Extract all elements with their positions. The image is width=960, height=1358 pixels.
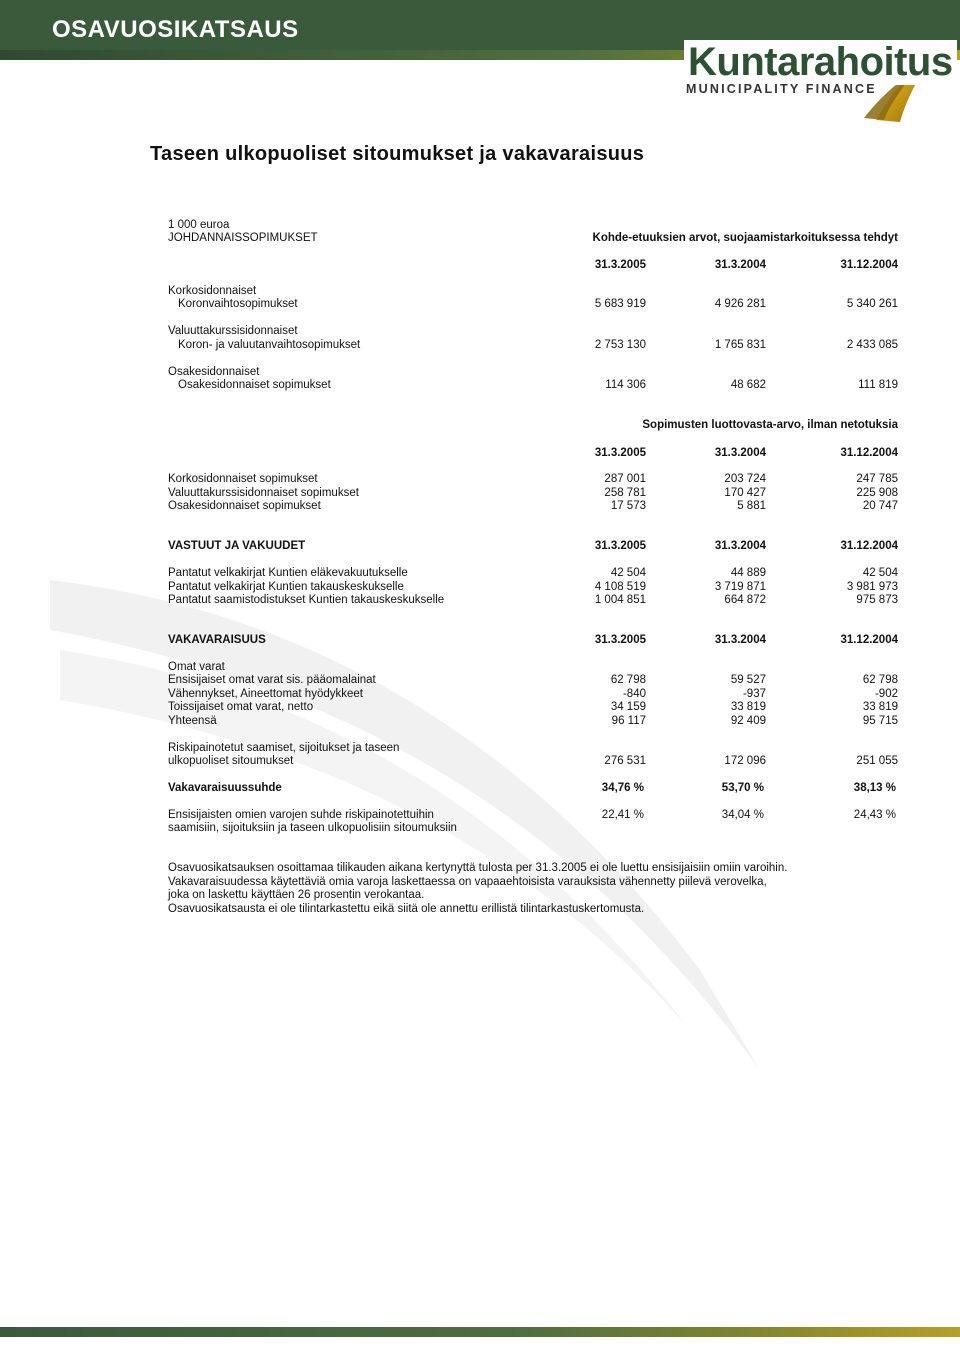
table-row: Vähennykset, Aineettomat hyödykkeet -840 -937 -902: [168, 688, 898, 700]
group-title: Valuuttakurssisidonnaiset: [168, 325, 298, 337]
risk-label-line1: Riskipainotetut saamiset, sijoitukset ja taseen: [168, 742, 400, 754]
section4-header: VAKAVARAISUUS 31.3.2005 31.3.2004 31.12.2004: [168, 634, 898, 646]
table-row: Koronvaihtosopimukset 5 683 919 4 926 281 5 340 261: [178, 298, 898, 310]
footer-band: [0, 1327, 960, 1337]
section1-caption: Kohde-etuuksien arvot, suojaamistarkoituksessa tehdyt: [592, 232, 898, 244]
header-title: OSAVUOSIKATSAUS: [52, 16, 299, 43]
section1-dates: 31.3.2005 31.3.2004 31.12.2004: [594, 259, 898, 271]
logo-wordmark: Kuntarahoitus: [684, 40, 957, 85]
footnote: Osavuosikatsausta ei ole tilintarkastettu eikä siitä ole annettu erillistä tilintarkastuskertomusta.: [168, 903, 645, 915]
section1-header: [168, 231, 898, 245]
section2-caption: Sopimusten luottovasta-arvo, ilman netotuksia: [642, 419, 898, 431]
company-logo: [676, 34, 953, 124]
table-row: Valuuttakurssisidonnaiset sopimukset 258 781 170 427 225 908: [168, 487, 898, 499]
table-row: Pantatut saamistodistukset Kuntien takauskeskukselle 1 004 851 664 872 975 873: [168, 594, 898, 606]
table-row: Ensisijaiset omat varat sis. pääomalainat 62 798 59 527 62 798: [168, 674, 898, 686]
unit-label: 1 000 euroa: [168, 219, 230, 231]
logo-subtitle: MUNICIPALITY FINANCE: [686, 82, 877, 96]
table-row: Pantatut velkakirjat Kuntien takauskeskukselle 4 108 519 3 719 871 3 981 973: [168, 581, 898, 593]
footnote: Osavuosikatsauksen osoittamaa tilikauden aikana kertynyttä tulosta per 31.3.2005 ei ole luettu ensisijaisiin omiin varoihin.: [168, 862, 788, 874]
section2-dates: 31.3.2005 31.3.2004 31.12.2004: [594, 447, 898, 459]
group-title: Korkosidonnaiset: [168, 285, 257, 297]
table-row: Koron- ja valuutanvaihtosopimukset 2 753 130 1 765 831 2 433 085: [178, 339, 898, 351]
table-row: ulkopuoliset sitoumukset 276 531 172 096 251 055: [168, 755, 898, 767]
section3-heading: VASTUUT JA VAKUUDET: [168, 540, 306, 552]
section2-header: [168, 418, 898, 432]
section1-heading: JOHDANNAISSOPIMUKSET: [168, 232, 318, 244]
ratio-row: Vakavaraisuussuhde 34,76 % 53,70 % 38,13 %: [168, 782, 896, 794]
section4-subheading: Omat varat: [168, 661, 225, 673]
table-row: Osakesidonnaiset sopimukset 17 573 5 881 20 747: [168, 500, 898, 512]
table-row: Osakesidonnaiset sopimukset 114 306 48 682 111 819: [178, 379, 898, 391]
footnote: Vakavaraisuudessa käytettäviä omia varoja laskettaessa on vapaaehtoisista varauksista vähennetty piilevä verovelka,: [168, 876, 767, 888]
primary-label-line2: saamisiin, sijoituksiin ja taseen ulkopuolisiin sitoumuksiin: [168, 822, 457, 834]
section3-header: VASTUUT JA VAKUUDET 31.3.2005 31.3.2004 31.12.2004: [168, 540, 898, 552]
footnote: joka on laskettu käyttäen 26 prosentin verokantaa.: [168, 889, 425, 901]
page-title: Taseen ulkopuoliset sitoumukset ja vakavaraisuus: [150, 143, 645, 165]
group-title: Osakesidonnaiset: [168, 366, 260, 378]
table-row: Toissijaiset omat varat, netto 34 159 33 819 33 819: [168, 701, 898, 713]
table-row: Ensisijaisten omien varojen suhde riskipainotettuihin 22,41 % 34,04 % 24,43 %: [168, 809, 896, 821]
section4-heading: VAKAVARAISUUS: [168, 634, 266, 646]
table-row: Korkosidonnaiset sopimukset 287 001 203 724 247 785: [168, 473, 898, 485]
table-row: Yhteensä 96 117 92 409 95 715: [168, 715, 898, 727]
table-row: Pantatut velkakirjat Kuntien eläkevakuutukselle 42 504 44 889 42 504: [168, 567, 898, 579]
